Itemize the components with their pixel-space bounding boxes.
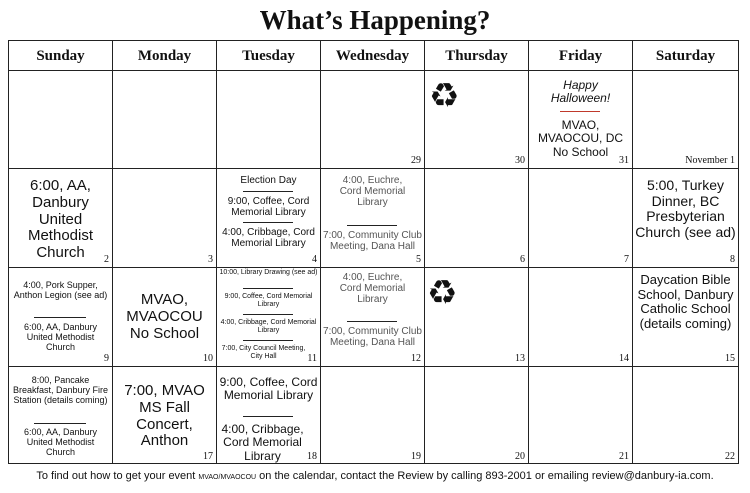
date-number: 21 xyxy=(619,451,629,462)
event-text: 6:00, AA, Danbury United Methodist Church xyxy=(23,427,98,458)
date-number: 12 xyxy=(411,353,421,364)
event-text: 8:00, Pancake Breakfast, Danbury Fire Station (details coming) xyxy=(12,375,109,406)
divider xyxy=(243,288,293,289)
day-header-sunday: Sunday xyxy=(9,41,113,71)
event-text: 4:00, Pork Supper, Anthon Legion (see ad) xyxy=(13,280,108,301)
day-cell-5 xyxy=(321,169,425,268)
footer-small-text: MVAO/MVAOCOU xyxy=(198,474,257,481)
event-text: 10:00, Library Drawing (see ad) xyxy=(219,269,318,276)
day-cell-nov-1 xyxy=(633,71,738,169)
event-text: MVAO, MVAOCOU, DC No School xyxy=(537,118,624,159)
event-text: 7:00, Community Club Meeting, Dana Hall xyxy=(323,230,422,253)
day-header-thursday: Thursday xyxy=(425,41,529,71)
date-number: November 1 xyxy=(685,155,735,166)
date-number: 2 xyxy=(104,254,109,265)
date-number: 17 xyxy=(203,451,213,462)
date-number: 7 xyxy=(624,254,629,265)
page-title: What’s Happening? xyxy=(259,5,491,35)
event-text: 4:00, Cribbage, Cord Memorial Library xyxy=(221,422,304,463)
date-number: 6 xyxy=(520,254,525,265)
day-cell-14 xyxy=(529,268,633,367)
day-cell-6 xyxy=(425,169,529,268)
date-number: 30 xyxy=(515,155,525,166)
day-cell-empty xyxy=(9,71,113,169)
divider xyxy=(243,416,293,417)
day-cell-16 xyxy=(9,367,113,464)
divider xyxy=(243,314,293,315)
day-cell-4 xyxy=(217,169,321,268)
day-cell-20 xyxy=(425,367,529,464)
date-number: 20 xyxy=(515,451,525,462)
day-cell-31 xyxy=(529,71,633,169)
day-cell-11 xyxy=(217,268,321,367)
calendar-grid xyxy=(8,40,739,464)
date-number: 14 xyxy=(619,353,629,364)
day-cell-9 xyxy=(9,268,113,367)
event-text: 9:00, Coffee, Cord Memorial Library xyxy=(224,293,313,308)
event-text: 7:00, MVAO MS Fall Concert, Anthon xyxy=(124,382,205,450)
day-cell-17 xyxy=(113,367,217,464)
date-number: 19 xyxy=(411,451,421,462)
divider xyxy=(34,423,86,424)
date-number: 18 xyxy=(307,451,317,462)
day-cell-10 xyxy=(113,268,217,367)
day-header-friday: Friday xyxy=(529,41,633,71)
day-header-saturday: Saturday xyxy=(633,41,738,71)
day-cell-22 xyxy=(633,367,738,464)
day-cell-18 xyxy=(217,367,321,464)
day-header-monday: Monday xyxy=(113,41,217,71)
day-header-tuesday: Tuesday xyxy=(217,41,321,71)
event-text: 7:00, City Council Meeting, City Hall xyxy=(221,345,306,360)
date-number: 13 xyxy=(515,353,525,364)
event-text: 6:00, AA, Danbury United Methodist Church xyxy=(27,177,94,262)
day-cell-15 xyxy=(633,268,738,367)
event-text: 4:00, Euchre, Cord Memorial Library xyxy=(339,175,406,209)
date-number: 22 xyxy=(725,451,735,462)
date-number: 29 xyxy=(411,155,421,166)
event-text: Daycation Bible School, Danbury Catholic School (details coming) xyxy=(637,272,734,331)
recycle-icon: ♻ xyxy=(427,274,458,312)
event-text: 7:00, Community Club Meeting, Dana Hall xyxy=(323,326,422,349)
footer-text: on the calendar, contact the Review by calling 893-2001 or emailing review@danbury-ia.com. xyxy=(256,470,714,482)
day-cell-empty xyxy=(113,71,217,169)
divider xyxy=(347,225,397,226)
day-cell-2 xyxy=(9,169,113,268)
footer-text: To find out how to get your event xyxy=(36,470,199,482)
event-text: MVAO, MVAOCOU No School xyxy=(126,291,203,342)
event-text: 4:00, Euchre, Cord Memorial Library xyxy=(339,272,406,306)
recycle-icon: ♻ xyxy=(429,77,460,115)
divider xyxy=(243,222,293,223)
date-number: 8 xyxy=(730,254,735,265)
divider xyxy=(347,321,397,322)
footer-note xyxy=(0,469,750,485)
date-number: 3 xyxy=(208,254,213,265)
event-text: 9:00, Coffee, Cord Memorial Library xyxy=(219,375,318,403)
day-cell-empty xyxy=(217,71,321,169)
halloween-note: Happy Halloween! xyxy=(550,78,611,106)
divider xyxy=(34,317,86,318)
event-text: 6:00, AA, Danbury United Methodist Church xyxy=(23,322,98,353)
day-cell-30 xyxy=(425,71,529,169)
date-number: 15 xyxy=(725,353,735,364)
date-number: 9 xyxy=(104,353,109,364)
divider xyxy=(243,340,293,341)
event-text: 9:00, Coffee, Cord Memorial Library xyxy=(227,196,310,219)
divider xyxy=(560,111,600,112)
day-header-wednesday: Wednesday xyxy=(321,41,425,71)
event-text: 4:00, Cribbage, Cord Memorial Library xyxy=(222,227,315,250)
date-number: 11 xyxy=(307,353,317,364)
day-cell-12 xyxy=(321,268,425,367)
event-heading: Election Day xyxy=(240,175,297,186)
day-cell-19 xyxy=(321,367,425,464)
event-text: 4:00, Cribbage, Cord Memorial Library xyxy=(220,319,317,334)
date-number: 31 xyxy=(619,155,629,166)
day-cell-13 xyxy=(425,268,529,367)
day-cell-21 xyxy=(529,367,633,464)
date-number: 10 xyxy=(203,353,213,364)
date-number: 4 xyxy=(312,254,317,265)
day-cell-8 xyxy=(633,169,738,268)
event-text: 5:00, Turkey Dinner, BC Presbyterian Church (see ad) xyxy=(635,177,736,241)
date-number: 5 xyxy=(416,254,421,265)
day-cell-7 xyxy=(529,169,633,268)
divider xyxy=(243,191,293,192)
day-cell-3 xyxy=(113,169,217,268)
day-cell-29 xyxy=(321,71,425,169)
